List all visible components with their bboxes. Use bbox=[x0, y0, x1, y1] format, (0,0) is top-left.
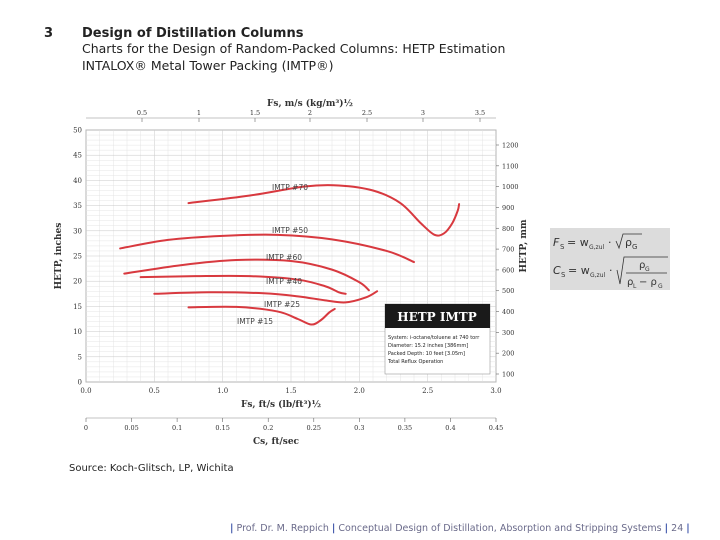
x-axis-label: Fs, ft/s (lb/ft³)½ bbox=[240, 400, 322, 410]
svg-text:L: L bbox=[633, 283, 637, 290]
top-tick-label: 0.5 bbox=[136, 109, 148, 117]
y2-tick-label: 1000 bbox=[502, 183, 519, 192]
y2-tick-label: 300 bbox=[502, 328, 515, 337]
y2-tick-label: 100 bbox=[502, 370, 515, 379]
packing-inset bbox=[385, 304, 490, 374]
cs-tick-label: 0.4 bbox=[445, 424, 456, 432]
y2-tick-label: 400 bbox=[502, 308, 515, 317]
cs-tick-label: 0.25 bbox=[306, 424, 322, 432]
x-tick-label: 0.0 bbox=[80, 387, 92, 395]
top-tick-label: 3 bbox=[420, 109, 426, 117]
svg-text:S: S bbox=[561, 271, 566, 279]
y-tick-label: 45 bbox=[73, 151, 82, 160]
series-label: IMTP #25 bbox=[264, 300, 300, 309]
top-tick-label: 2.5 bbox=[361, 109, 373, 117]
y-tick-label: 35 bbox=[73, 202, 82, 211]
cs-tick-label: 0.15 bbox=[215, 424, 230, 432]
inset-line: Total Reflux Operation bbox=[388, 359, 444, 365]
formula-graphic bbox=[550, 228, 670, 290]
svg-text:G: G bbox=[658, 283, 663, 290]
svg-text:ρ: ρ bbox=[625, 236, 632, 249]
x-tick-label: 0.5 bbox=[148, 387, 160, 395]
cs-tick-label: 0.35 bbox=[397, 424, 413, 432]
y-tick-label: 30 bbox=[73, 227, 82, 236]
formula-box bbox=[550, 228, 670, 290]
svg-text:= w: = w bbox=[567, 236, 589, 249]
svg-text:·: · bbox=[608, 236, 612, 249]
series-label: IMTP #15 bbox=[237, 317, 273, 326]
y-tick-label: 15 bbox=[73, 302, 82, 311]
y2-tick-label: 1100 bbox=[502, 162, 519, 171]
svg-text:F: F bbox=[553, 236, 560, 249]
footer-separator: | bbox=[331, 523, 336, 534]
y2-tick-label: 1200 bbox=[502, 141, 519, 150]
cs-tick-label: 0.05 bbox=[124, 424, 139, 432]
cs-tick-label: 0.45 bbox=[488, 424, 504, 432]
cs-tick-label: 0 bbox=[83, 424, 89, 432]
footer-separator: | bbox=[230, 523, 234, 534]
svg-text:G,zul: G,zul bbox=[589, 244, 605, 251]
footer-author: Prof. Dr. M. Reppich bbox=[236, 523, 329, 534]
y2-tick-label: 500 bbox=[502, 287, 515, 296]
series-label: IMTP #50 bbox=[272, 226, 308, 235]
svg-text:= w: = w bbox=[568, 264, 590, 277]
slide-subtitle-packing: INTALOX® Metal Tower Packing (IMTP®) bbox=[82, 58, 334, 73]
svg-text:S: S bbox=[560, 243, 565, 251]
series-label: IMTP #60 bbox=[266, 253, 302, 262]
svg-text:·: · bbox=[609, 264, 613, 277]
x-tick-label: 2.0 bbox=[353, 387, 365, 395]
svg-text:G: G bbox=[645, 266, 650, 273]
source-note: Source: Koch-Glitsch, LP, Wichita bbox=[69, 463, 234, 474]
svg-text:ρ: ρ bbox=[639, 260, 646, 271]
footer-separator: | bbox=[686, 523, 690, 534]
cs-axis-label: Cs, ft/sec bbox=[252, 437, 300, 447]
y2-axis-label: HETP, mm bbox=[519, 219, 529, 273]
slide-title: Design of Distillation Columns bbox=[82, 26, 304, 41]
hetp-chart bbox=[40, 92, 530, 457]
svg-text:− ρ: − ρ bbox=[639, 277, 657, 288]
y-tick-label: 25 bbox=[73, 252, 82, 261]
top-tick-label: 1.5 bbox=[249, 109, 261, 117]
top-tick-label: 3.5 bbox=[474, 109, 486, 117]
y2-tick-label: 700 bbox=[502, 245, 515, 254]
y-tick-label: 10 bbox=[73, 328, 82, 337]
x-tick-label: 1.0 bbox=[217, 387, 229, 395]
svg-text:G: G bbox=[632, 243, 638, 251]
footer-course: Conceptual Design of Distillation, Absorption and Stripping Systems bbox=[338, 523, 662, 534]
y-tick-label: 0 bbox=[77, 378, 82, 387]
cs-formula bbox=[553, 257, 668, 290]
svg-text:C: C bbox=[553, 264, 561, 277]
top-tick-label: 2 bbox=[307, 109, 313, 117]
svg-text:ρ: ρ bbox=[627, 277, 634, 288]
y-tick-label: 50 bbox=[73, 126, 82, 135]
x-tick-label: 2.5 bbox=[422, 387, 434, 395]
x-tick-label: 3.0 bbox=[490, 387, 502, 395]
cs-tick-label: 0.3 bbox=[354, 424, 365, 432]
x-tick-label: 1.5 bbox=[285, 387, 297, 395]
y2-tick-label: 600 bbox=[502, 266, 515, 275]
y-tick-label: 5 bbox=[77, 353, 82, 362]
y2-tick-label: 800 bbox=[502, 224, 515, 233]
footer-separator: | bbox=[664, 523, 669, 534]
inset-line: System: i-octane/toluene at 740 torr bbox=[388, 335, 480, 341]
inset-line: Packed Depth: 10 feet [3.05m] bbox=[388, 351, 465, 357]
cs-tick-label: 0.2 bbox=[263, 424, 274, 432]
y2-tick-label: 200 bbox=[502, 349, 515, 358]
footer-page-number: 24 bbox=[671, 523, 684, 534]
svg-text:G,zul: G,zul bbox=[590, 272, 606, 279]
inset-title: HETP IMTP bbox=[397, 310, 477, 324]
slide-number: 3 bbox=[44, 26, 54, 41]
slide-subtitle: Charts for the Design of Random-Packed Columns: HETP Estimation bbox=[82, 41, 506, 56]
top-tick-label: 1 bbox=[196, 109, 202, 117]
footer bbox=[230, 523, 690, 534]
y2-tick-label: 900 bbox=[502, 203, 515, 212]
cs-tick-label: 0.1 bbox=[171, 424, 183, 432]
top-axis-label: Fs, m/s (kg/m³)½ bbox=[267, 99, 353, 109]
y-tick-label: 40 bbox=[73, 176, 82, 185]
y-axis-label: HETP, inches bbox=[54, 222, 64, 290]
series-label: IMTP #40 bbox=[266, 277, 302, 286]
series-label: IMTP #70 bbox=[272, 183, 308, 192]
y-tick-label: 20 bbox=[73, 277, 82, 286]
inset-line: Diameter: 15.2 inches [386mm] bbox=[388, 343, 469, 349]
fs-formula bbox=[553, 234, 642, 251]
